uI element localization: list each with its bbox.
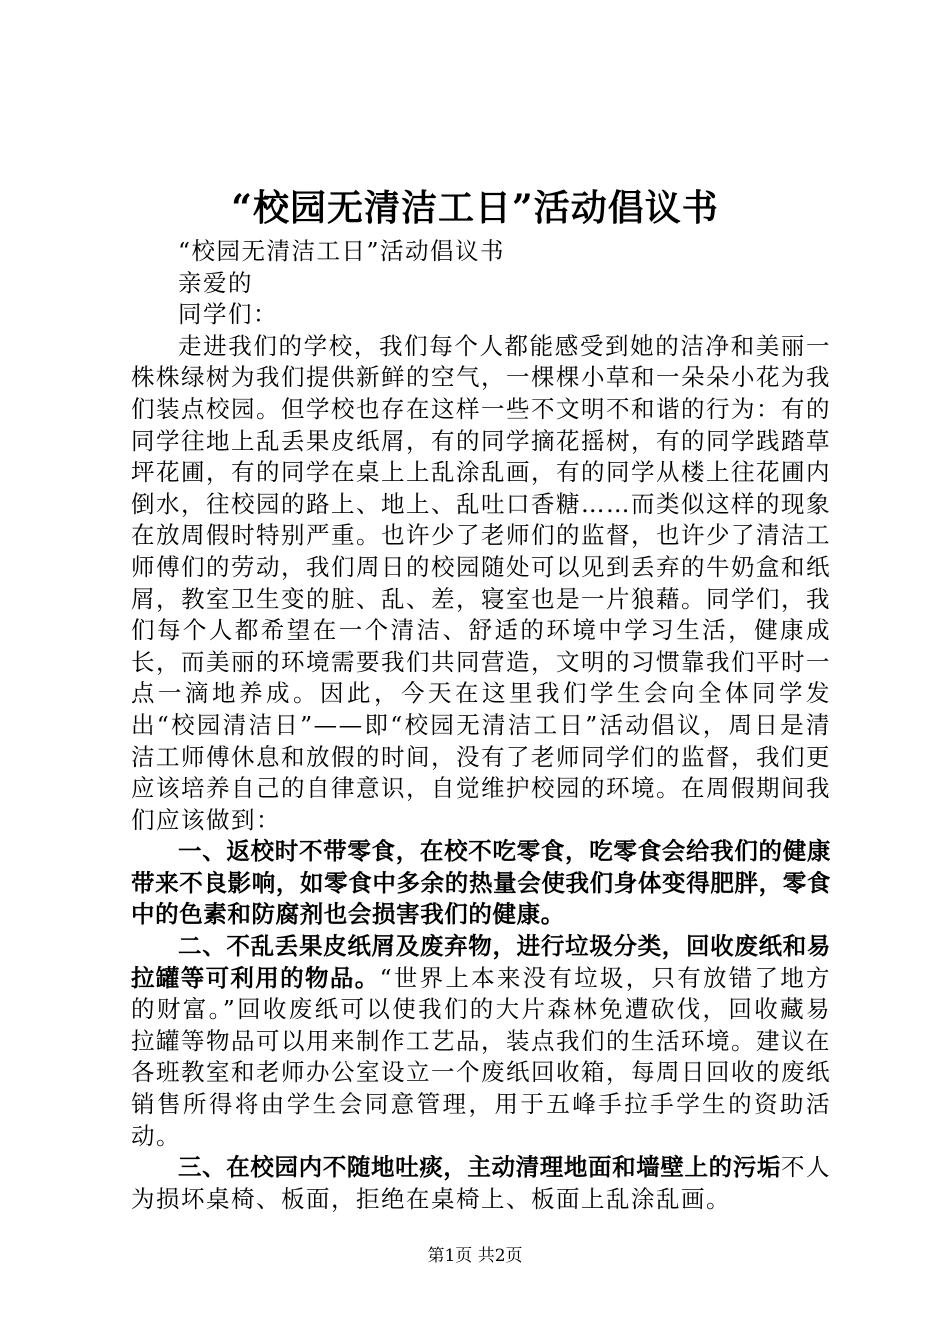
item-2-body: “世界上本来没有垃圾，只有放错了地方的财富。”回收废纸可以使我们的大片森林免遭砍伐，回收藏易拉罐等物品可以用来制作工艺品，装点我们的生活环境。建议在各班教室和老师办公室设立一个废纸回收箱，每周日回收的废纸销售所得将由学生会同意管理，用于五峰手拉手学生的资助活动。 (131, 963, 832, 1150)
document-title: “校园无清洁工日”活动倡议书 (231, 187, 719, 229)
salutation-line-2: 同学们： (178, 300, 278, 329)
item-3-heading: 三、在校园内不随地吐痰，主动清理地面和墙壁上的污垢 (178, 1153, 781, 1182)
page-footer: 第1页 共2页 (427, 1246, 523, 1266)
item-2-paragraph (131, 931, 831, 1152)
item-3-body: 不人为损坏桌椅、板面，拒绝在桌椅上、板面上乱涂乱画。 (131, 1153, 832, 1213)
subtitle-line: “校园无清洁工日”活动倡议书 (178, 237, 506, 265)
item-1-paragraph: 一、返校时不带零食，在校不吃零食，吃零食会给我们的健康带来不良影响，如零食中多余的热量会使我们身体变得肥胖，零食中的色素和防腐剂也会损害我们的健康。 (131, 837, 831, 929)
intro-paragraph: 走进我们的学校，我们每个人都能感受到她的洁净和美丽一株株绿树为我们提供新鲜的空气，一棵棵小草和一朵朵小花为我们装点校园。但学校也存在这样一些不文明不和谐的行为：有的同学往地上乱丢果皮纸屑，有的同学摘花摇树，有的同学践踏草坪花圃，有的同学在桌上上乱涂乱画，有的同学从楼上往花圃内倒水，往校园的路上、地上、乱吐口香糖……而类似这样的现象在放周假时特别严重。也许少了老师们的监督，也许少了清洁工师傅们的劳动，我们周日的校园随处可以见到丢弃的牛奶盒和纸屑，教室卫生变的脏、乱、差，寝室也是一片狼藉。同学们，我们每个人都希望在一个清洁、舒适的环境中学习生活，健康成长，而美丽的环境需要我们共同营造，文明的习惯靠我们平时一点一滴地养成。因此，今天在这里我们学生会向全体同学发出“校园清洁日”——即“校园无清洁工日”活动倡议，周日是清洁工师傅休息和放假的时间，没有了老师同学们的监督，我们更应该培养自己的自律意识，自觉维护校园的环境。在周假期间我们应该做到： (131, 331, 831, 834)
document-body (131, 236, 831, 1215)
salutation-line-1: 亲爱的 (178, 268, 253, 297)
item-2-heading: 二、不乱丢果皮纸屑及废弃物，进行垃圾分类，回收废纸和易拉罐等可利用的物品。 (131, 932, 831, 992)
item-3-paragraph (131, 1152, 831, 1215)
